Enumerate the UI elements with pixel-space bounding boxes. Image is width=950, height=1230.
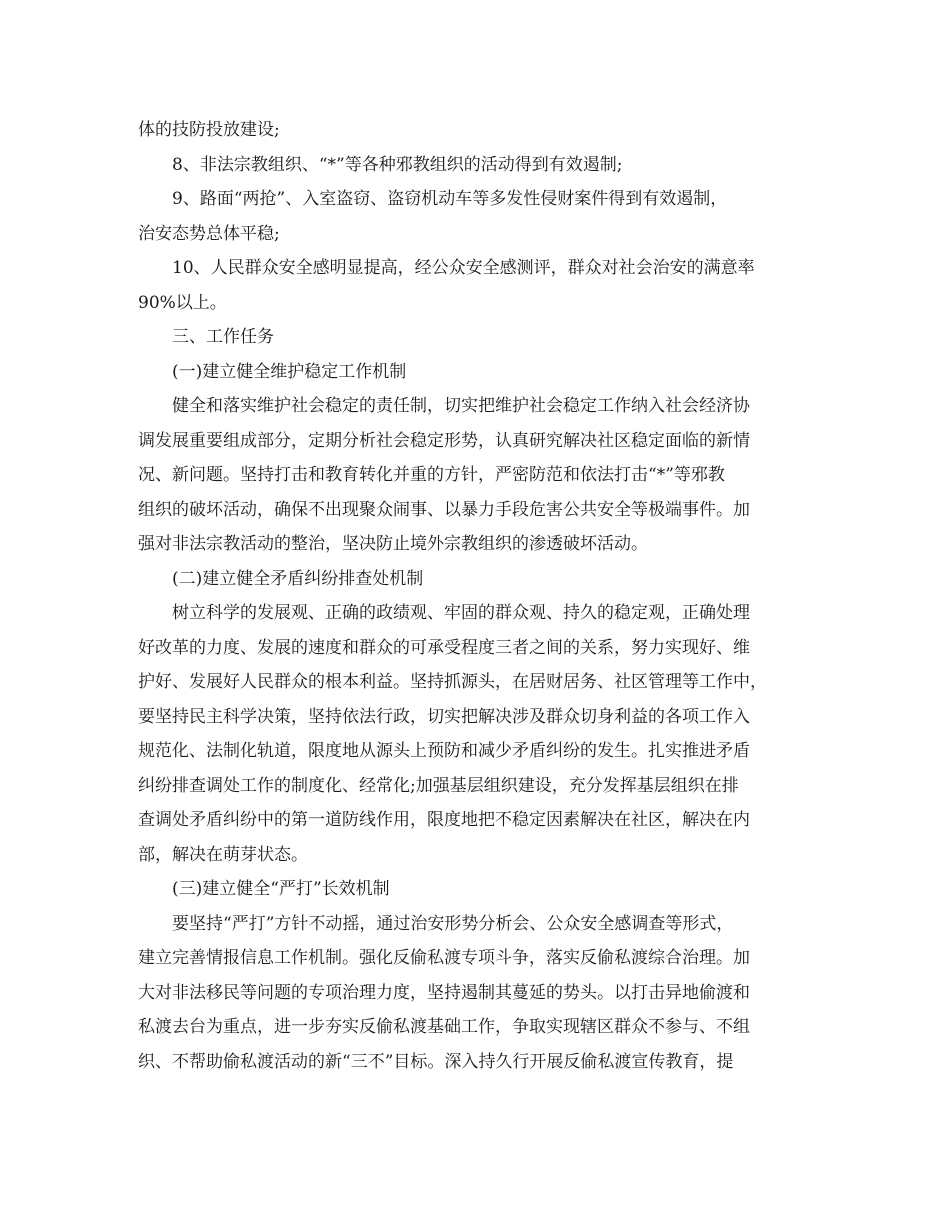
- text-line: 组织的破坏活动，确保不出现聚众闹事、以暴力手段危害公共安全等极端事件。加: [138, 499, 750, 520]
- text-line: 三、工作任务: [172, 327, 274, 347]
- text-line: 90%以上。: [138, 292, 227, 313]
- text-line: 建立完善情报信息工作机制。强化反偷私渡专项斗争，落实反偷私渡综合治理。加: [138, 948, 750, 968]
- text-line: 9、路面“两抢”、入室盗窃、盗窃机动车等多发性侵财案件得到有效遏制，: [172, 189, 728, 209]
- text-line: 况、新问题。坚持打击和教育转化并重的方针，严密防范和依法打击“*”等邪教: [138, 465, 725, 485]
- text-line: 调发展重要组成部分，定期分析社会稳定形势，认真研究解决社区稳定面临的新情: [138, 430, 750, 451]
- text-line: 要坚持民主科学决策，坚持依法行政，切实把解决涉及群众切身利益的各项工作入: [138, 706, 750, 727]
- text-line: 治安态势总体平稳;: [138, 223, 280, 244]
- text-line: 好改革的力度、发展的速度和群众的可承受程度三者之间的关系，努力实现好、维: [138, 637, 750, 658]
- text-line: 8、非法宗教组织、“*”等各种邪教组织的活动得到有效遏制;: [172, 154, 623, 175]
- text-line: 要坚持“严打”方针不动摇，通过治安形势分析会、公众安全感调查等形式，: [172, 913, 734, 934]
- text-line: 大对非法移民等问题的专项治理力度，坚持遏制其蔓延的势头。以打击异地偷渡和: [138, 982, 750, 1003]
- text-line: (二)建立健全矛盾纠纷排查处机制: [172, 568, 424, 589]
- text-line: 查调处矛盾纠纷中的第一道防线作用，限度地把不稳定因素解决在社区，解决在内: [138, 810, 750, 830]
- text-line: 织、不帮助偷私渡活动的新“三不”目标。深入持久行开展反偷私渡宣传教育，提: [138, 1051, 734, 1072]
- text-line: 强对非法宗教活动的整治，坚决防止境外宗教组织的渗透破坏活动。: [138, 534, 648, 554]
- text-line: 体的技防投放建设;: [138, 120, 280, 140]
- text-line: 护好、发展好人民群众的根本利益。坚持抓源头，在居财居务、社区管理等工作中，: [138, 672, 767, 692]
- text-line: 私渡去台为重点，进一步夯实反偷私渡基础工作，争取实现辖区群众不参与、不组: [138, 1017, 750, 1037]
- text-line: 纠纷排查调处工作的制度化、经常化;加强基层组织建设，充分发挥基层组织在排: [138, 775, 739, 796]
- text-line: 健全和落实维护社会稳定的责任制，切实把维护社会稳定工作纳入社会经济协: [172, 396, 750, 416]
- text-line: 10、人民群众安全感明显提高，经公众安全感测评，群众对社会治安的满意率: [172, 258, 755, 278]
- text-line: 规范化、法制化轨道，限度地从源头上预防和减少矛盾纠纷的发生。扎实推进矛盾: [138, 741, 750, 761]
- text-line: 树立科学的发展观、正确的政绩观、牢固的群众观、持久的稳定观，正确处理: [172, 603, 750, 623]
- text-line: (一)建立健全维护稳定工作机制: [172, 361, 407, 382]
- text-line: (三)建立健全“严打”长效机制: [172, 879, 390, 899]
- text-line: 部，解决在萌芽状态。: [138, 844, 308, 865]
- document-page: [138, 113, 828, 1079]
